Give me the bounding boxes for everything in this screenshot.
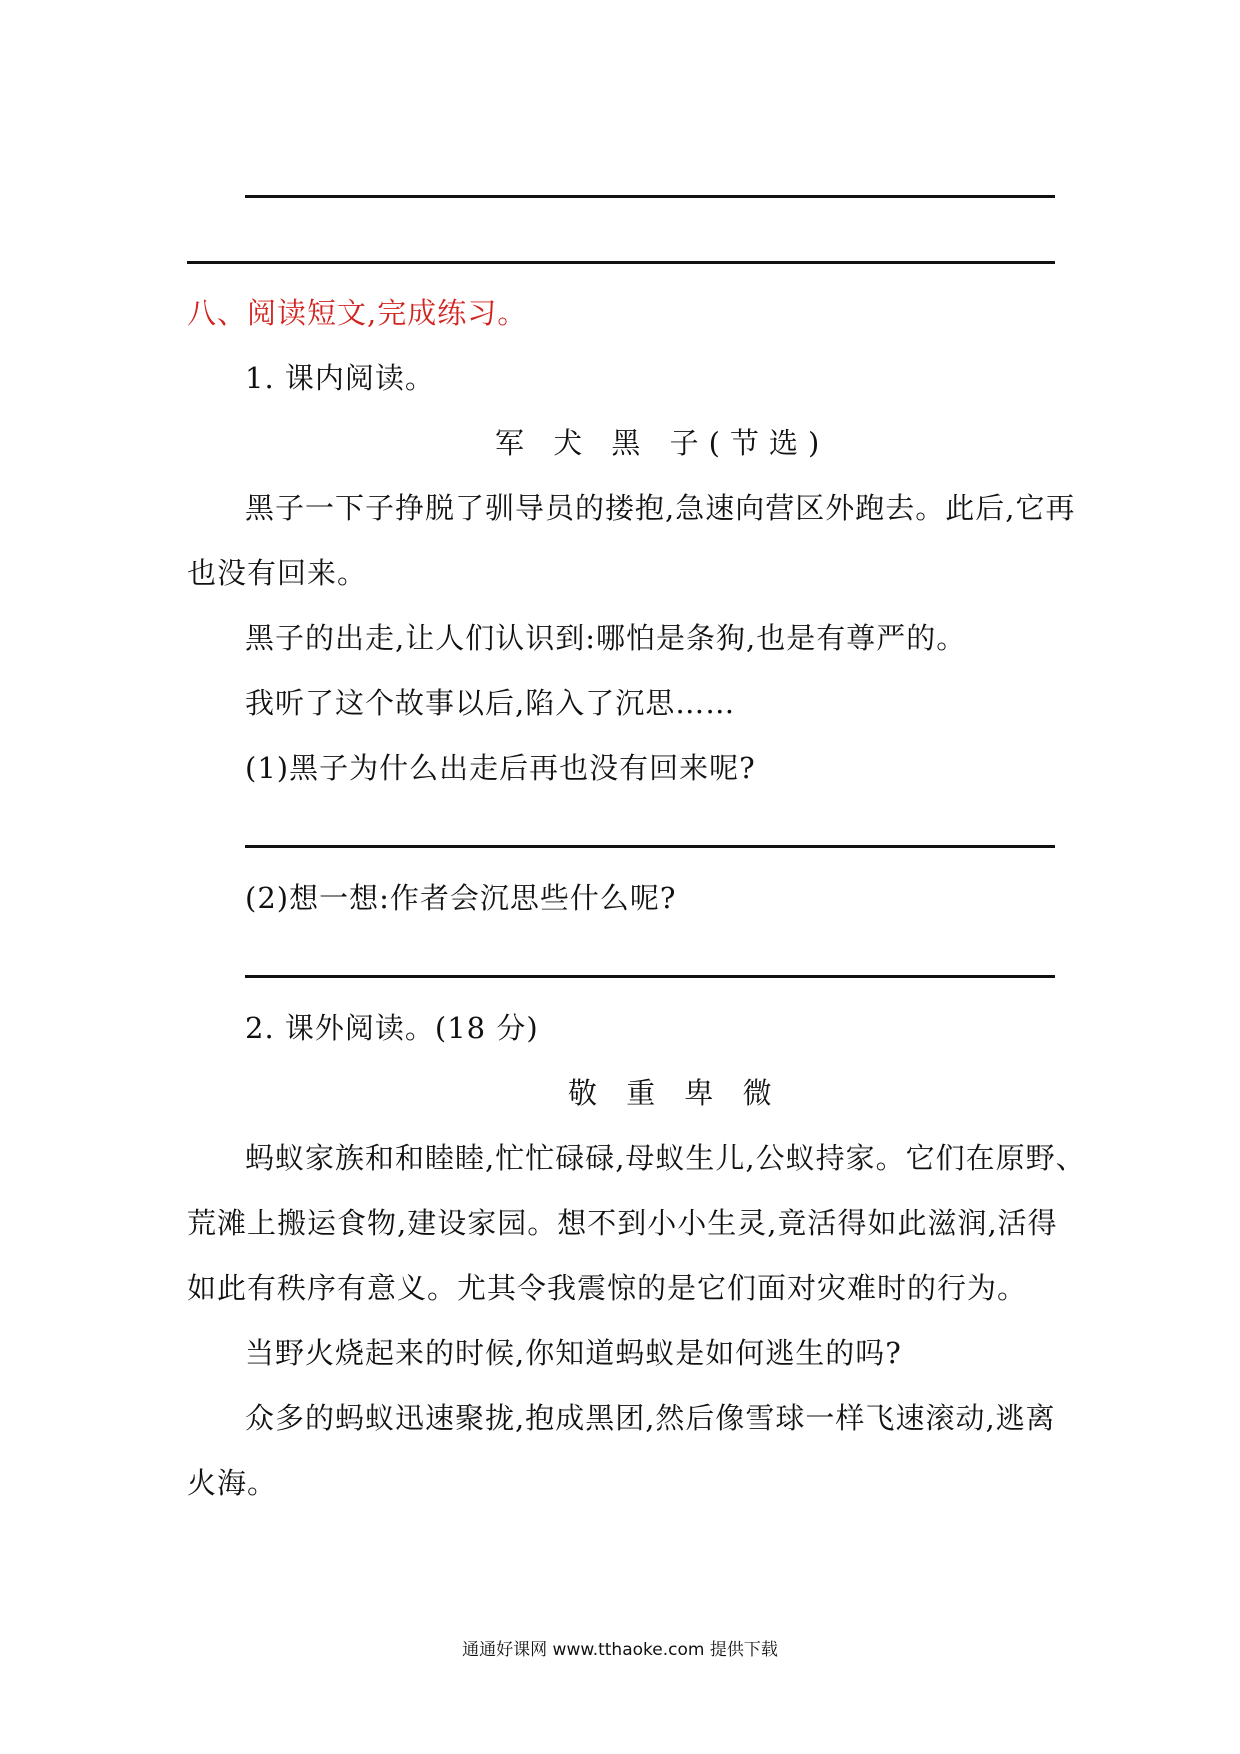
answer-line [245,195,1055,198]
part2-paragraph-line: 荒滩上搬运食物,建设家园。想不到小小生灵,竟活得如此滋润,活得 [187,1206,1058,1240]
part2-paragraph-line: 如此有秩序有意义。尤其令我震惊的是它们面对灾难时的行为。 [187,1271,1028,1305]
part2-label: 2. 课外阅读。(18 分) [245,1011,539,1045]
part2-paragraph: 当野火烧起来的时候,你知道蚂蚁是如何逃生的吗? [245,1336,902,1370]
part1-paragraph: 黑子的出走,让人们认识到:哪怕是条狗,也是有尊严的。 [245,621,967,655]
section-heading: 八、阅读短文,完成练习。 [187,296,528,330]
part1-paragraph-line: 也没有回来。 [187,556,368,590]
part2-passage-title: 敬 重 卑 微 [568,1076,782,1110]
page-footer: 通通好课网 www.tthaoke.com 提供下载 [462,1640,778,1660]
part1-paragraph: 我听了这个故事以后,陷入了沉思…… [245,686,736,720]
part1-label: 1. 课内阅读。 [245,361,435,395]
part2-paragraph-line: 蚂蚁家族和和睦睦,忙忙碌碌,母蚁生儿,公蚁持家。它们在原野、 [245,1141,1086,1175]
part1-paragraph-line: 黑子一下子挣脱了驯导员的搂抱,急速向营区外跑去。此后,它再 [245,491,1076,525]
part2-paragraph-line: 众多的蚂蚁迅速聚拢,抱成黑团,然后像雪球一样飞速滚动,逃离 [245,1401,1056,1435]
answer-line [187,261,1055,264]
question-2: (2)想一想:作者会沉思些什么呢? [245,881,677,915]
part2-paragraph-line: 火海。 [187,1466,278,1500]
question-1: (1)黑子为什么出走后再也没有回来呢? [245,751,756,785]
part1-passage-title: 军 犬 黑 子(节选) [495,426,830,460]
answer-line-q1 [245,845,1055,848]
answer-line-q2 [245,975,1055,978]
